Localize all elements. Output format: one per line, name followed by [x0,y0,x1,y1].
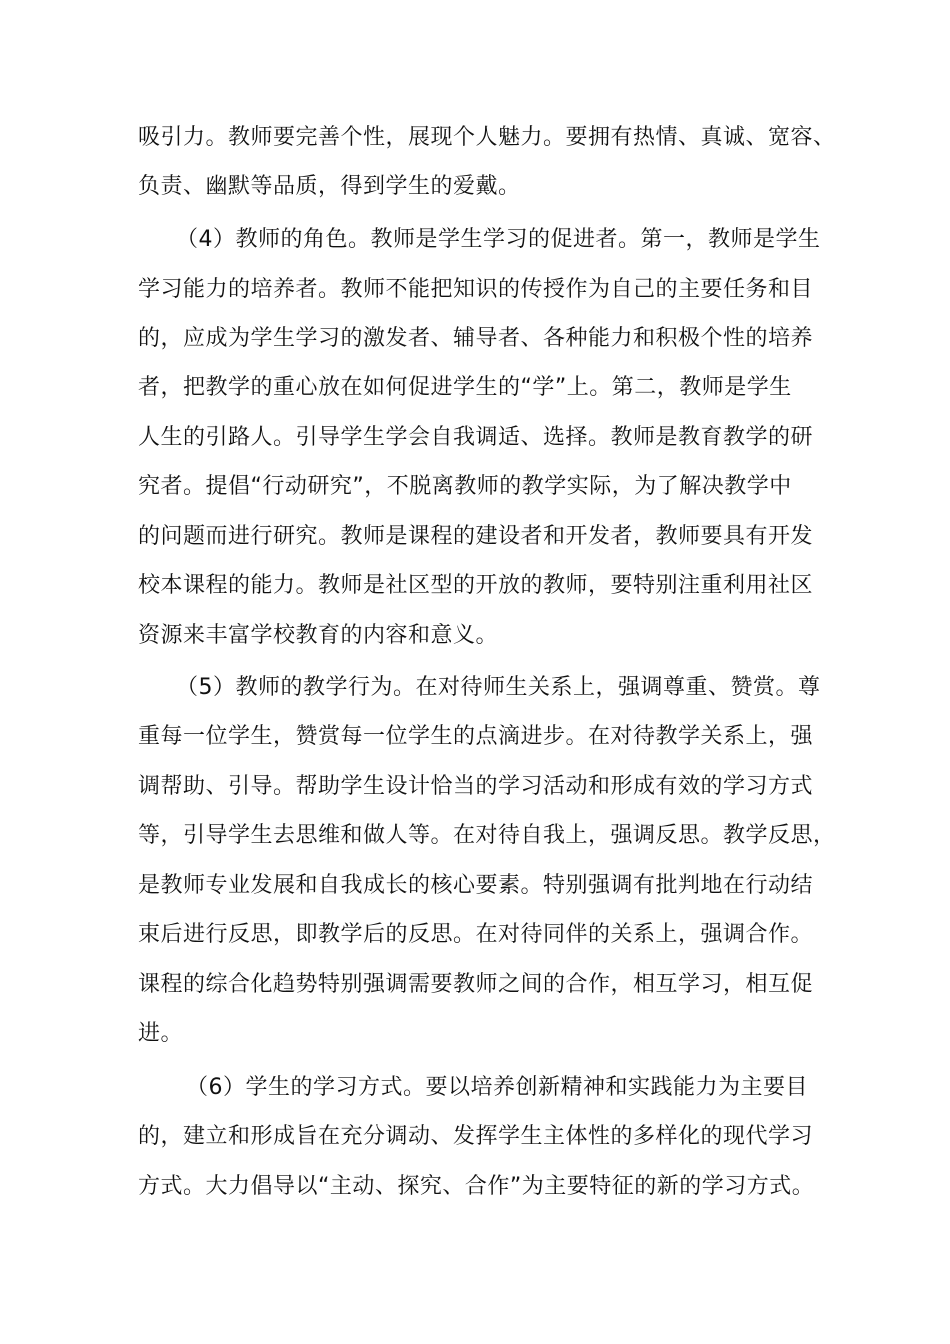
text-line: 的，建立和形成旨在充分调动、发挥学生主体性的多样化的现代学习 [138,1124,814,1149]
text-line: 等，引导学生去思维和做人等。在对待自我上，强调反思。教学反思， [138,823,836,848]
text-line: 学习能力的培养者。教师不能把知识的传授作为自己的主要任务和目 [138,277,814,302]
paragraph-4-start: （4）教师的角色。教师是学生学习的促进者。第一，教师是学生 [176,227,821,252]
text-line: 束后进行反思，即教学后的反思。在对待同伴的关系上，强调合作。 [138,922,814,947]
text-line: 方式。大力倡导以“主动、探究、合作”为主要特征的新的学习方式。 [138,1174,815,1199]
text-line: 究者。提倡“行动研究”，不脱离教师的教学实际，为了解决教学中 [138,474,792,499]
text-line: 的问题而进行研究。教师是课程的建设者和开发者，教师要具有开发 [138,524,814,549]
text-line: 人生的引路人。引导学生学会自我调适、选择。教师是教育教学的研 [138,425,814,450]
text-line: 调帮助、引导。帮助学生设计恰当的学习活动和形成有效的学习方式 [138,774,814,799]
text-line: 校本课程的能力。教师是社区型的开放的教师，要特别注重利用社区 [138,573,814,598]
text-line: 重每一位学生，赞赏每一位学生的点滴进步。在对待教学关系上，强 [138,724,814,749]
text-line: 负责、幽默等品质，得到学生的爱戴。 [138,174,521,199]
text-line: 者，把教学的重心放在如何促进学生的“学”上。第二，教师是学生 [138,375,792,400]
text-line: 吸引力。教师要完善个性，展现个人魅力。要拥有热情、真诚、宽容、 [138,125,836,150]
text-line: 是教师专业发展和自我成长的核心要素。特别强调有批判地在行动结 [138,873,814,898]
paragraph-5-start: （5）教师的教学行为。在对待师生关系上，强调尊重、赞赏。尊 [176,675,821,700]
text-line: 资源来丰富学校教育的内容和意义。 [138,623,499,648]
text-line: 的，应成为学生学习的激发者、辅导者、各种能力和积极个性的培养 [138,326,814,351]
text-line: 进。 [138,1021,184,1046]
paragraph-6-start: （6）学生的学习方式。要以培养创新精神和实践能力为主要目 [186,1075,808,1100]
text-line: 课程的综合化趋势特别强调需要教师之间的合作，相互学习，相互促 [138,972,814,997]
